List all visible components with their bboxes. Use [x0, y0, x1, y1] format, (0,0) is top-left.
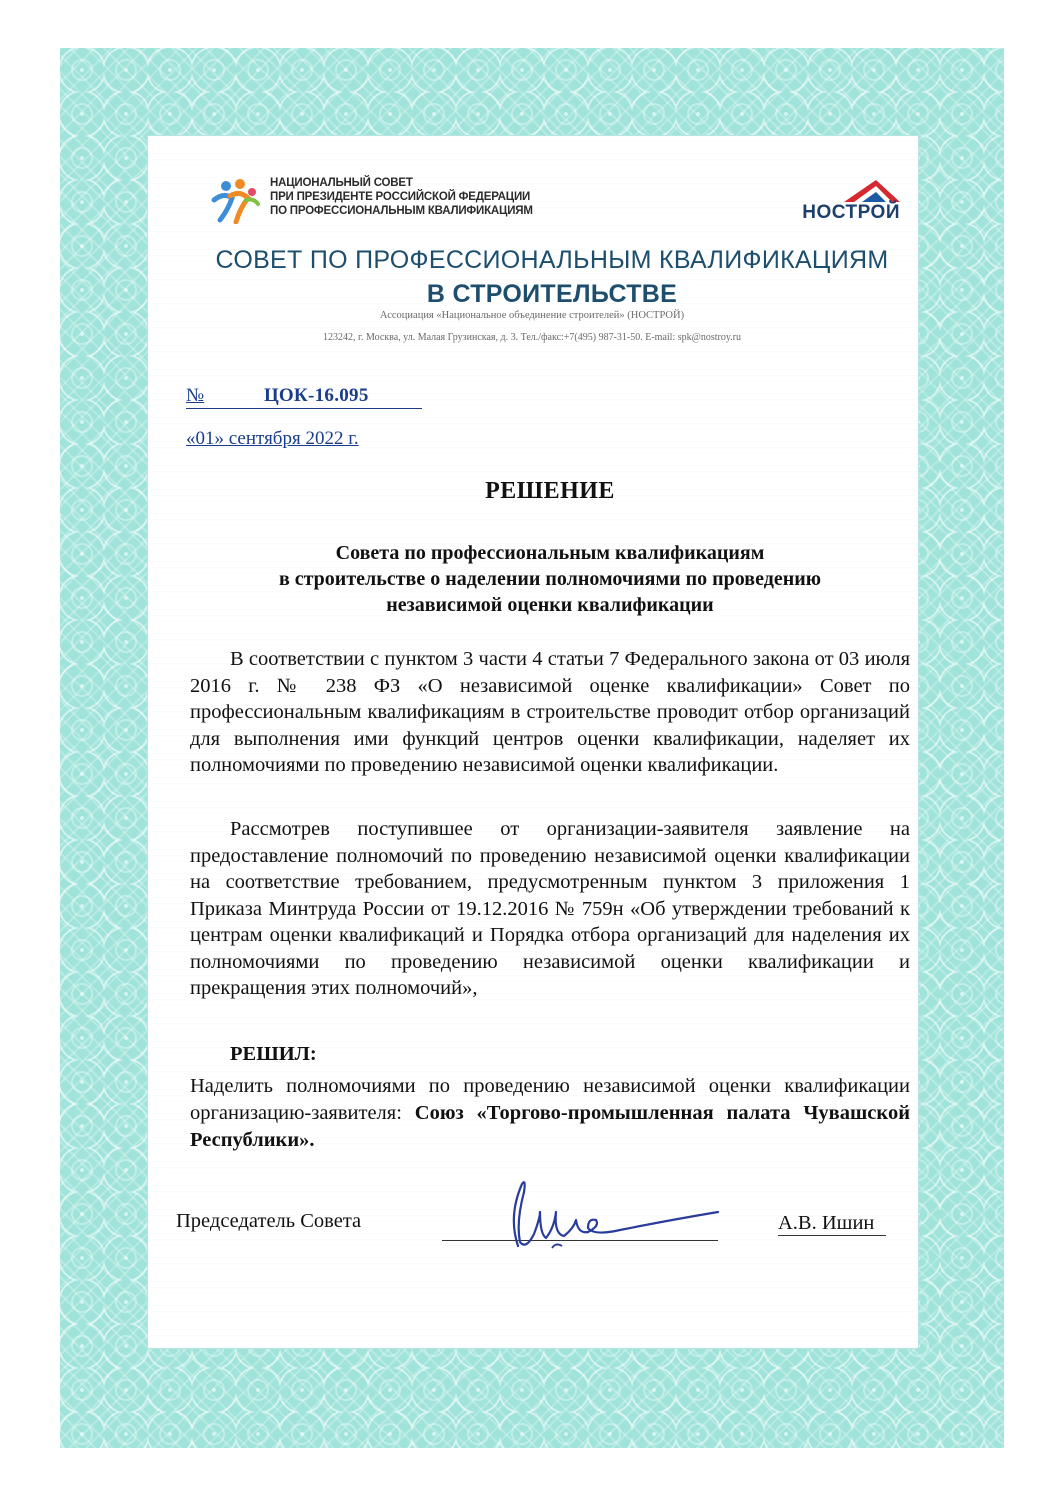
document-date: «01» сентября 2022 г. — [186, 428, 359, 449]
paragraph-legal-basis: В соответствии с пунктом 3 части 4 статьи 7 Федерального закона от 03 июля 2016 г. № 238 ФЗ «О независимой оценке квалификации» Совет по профессиональным квалификациям в строительстве проводит отбор организаций для выполнения ими функций центров оценки квалификации, наделяет их полномочиями по проведению независимой оценки квалификации. — [190, 648, 910, 776]
paragraph-decision — [190, 1073, 910, 1154]
nostroy-logo-text: НОСТРОЙ — [802, 202, 900, 223]
contact-address: 123242, г. Москва, ул. Малая Грузинская, д. 3. Тел./факс:+7(495) 987-31-50. E-mail: spk@nostroy.ru — [322, 332, 742, 343]
nostroy-roof-icon — [830, 178, 900, 202]
subtitle-line: Совета по профессиональным квалификациям — [335, 542, 765, 564]
organization-name: Союз «Торгово-промышленная палата Чувашской Республики». — [190, 1102, 910, 1151]
signatory-name: А.В. Ишин — [778, 1212, 886, 1236]
association-name: Ассоциация «Национальное объединение строителей» (НОСТРОЙ) — [379, 310, 685, 321]
document-number — [186, 385, 422, 409]
council-title — [120, 243, 984, 311]
nostroy-logo — [790, 178, 900, 228]
national-council-name — [270, 176, 590, 218]
paragraph-application: Рассмотрев поступившее от организации-заявителя заявление на предоставление полномочий по проведению независимой оценки квалификации на соответствие требованием, предусмотренным пунктом 3 приложения 1 Приказа Минтруда России от 19.12.2016 № 759н «Об утверждении требований к центрам оценки квалификаций и Порядка отбора организаций для наделения их полномочиями по проведению независимой оценки квалификации и прекращения этих полномочий», — [190, 818, 910, 999]
national-council-logo-icon — [210, 178, 260, 224]
signature-title: Председатель Совета — [176, 1210, 362, 1232]
number-sign: № — [186, 385, 205, 406]
document-subtitle — [150, 540, 950, 618]
handwritten-signature — [490, 1176, 730, 1256]
document-title: РЕШЕНИЕ — [485, 478, 615, 504]
national-council-line: НАЦИОНАЛЬНЫЙ СОВЕТ — [270, 177, 413, 189]
council-title-line: СОВЕТ ПО ПРОФЕССИОНАЛЬНЫМ КВАЛИФИКАЦИЯМ — [215, 246, 889, 274]
decided-label: РЕШИЛ: — [230, 1043, 317, 1065]
council-title-line: В СТРОИТЕЛЬСТВЕ — [426, 280, 678, 308]
subtitle-line: в строительстве о наделении полномочиями по проведению — [278, 568, 822, 590]
decision-text: Наделить полномочиями по проведению независимой оценки квалификации организацию-заявителя: — [190, 1075, 910, 1124]
number-value: ЦОК-16.095 — [264, 385, 369, 406]
national-council-line: ПО ПРОФЕССИОНАЛЬНЫМ КВАЛИФИКАЦИЯМ — [270, 205, 533, 217]
national-council-line: ПРИ ПРЕЗИДЕНТЕ РОССИЙСКОЙ ФЕДЕРАЦИИ — [270, 191, 531, 203]
subtitle-line: независимой оценки квалификации — [386, 594, 714, 616]
